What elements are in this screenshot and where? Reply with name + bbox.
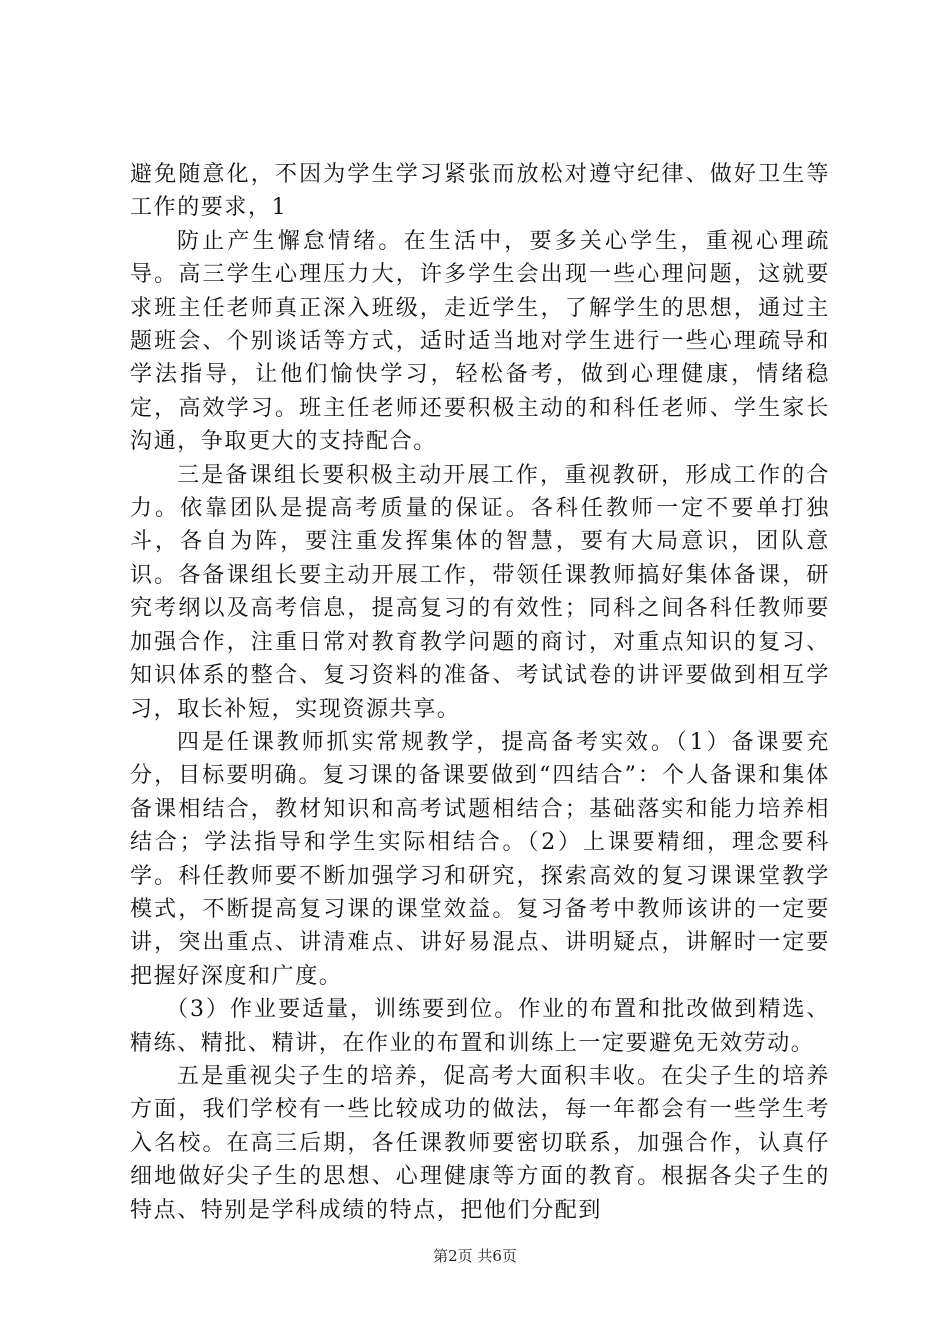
paragraph-4: 四是任课教师抓实常规教学，提高备考实效。（1）备课要充分，目标要明确。复习课的备课要做到“四结合”：个人备课和集体备课相结合，教材知识和高考试题相结合；基础落实和能力培养相结合；学法指导和学生实际相结合。（2）上课要精细，理念要科学。科任教师要不断加强学习和研究，探索高效的复习课课堂教学模式，不断提高复习课的课堂效益。复习备考中教师该讲的一定要讲，突出重点、讲清难点、讲好易混点、讲明疑点，讲解时一定要把握好深度和广度。 <box>130 729 830 989</box>
page-number-footer: 第2页 共6页 <box>433 1247 517 1265</box>
paragraph-2: 防止产生懈怠情绪。在生活中，要多关心学生，重视心理疏导。高三学生心理压力大，许多学生会出现一些心理问题，这就要求班主任老师真正深入班级，走近学生，了解学生的思想，通过主题班会、个别谈话等方式，适时适当地对学生进行一些心理疏导和学法指导，让他们愉快学习，轻松备考，做到心理健康，情绪稳定，高效学习。班主任老师还要积极主动的和科任老师、学生家长沟通，争取更大的支持配合。 <box>130 228 830 455</box>
paragraph-6: 五是重视尖子生的培养，促高考大面积丰收。在尖子生的培养方面，我们学校有一些比较成功的做法，每一年都会有一些学生考入名校。在高三后期，各任课教师要密切联系，加强合作，认真仔细地做好尖子生的思想、心理健康等方面的教育。根据各尖子生的特点、特别是学科成绩的特点，把他们分配到 <box>130 1063 830 1223</box>
paragraph-3: 三是备课组长要积极主动开展工作，重视教研，形成工作的合力。依靠团队是提高考质量的保证。各科任教师一定不要单打独斗，各自为阵，要注重发挥集体的智慧，要有大局意识，团队意识。各备课组长要主动开展工作，带领任课教师搞好集体备课，研究考纲以及高考信息，提高复习的有效性；同科之间各科任教师要加强合作，注重日常对教育教学问题的商讨，对重点知识的复习、知识体系的整合、复习资料的准备、考试试卷的讲评要做到相互学习，取长补短，实现资源共享。 <box>130 462 830 722</box>
paragraph-1: 避免随意化，不因为学生学习紧张而放松对遵守纪律、做好卫生等工作的要求，1 <box>130 162 830 221</box>
document-body <box>130 158 830 1227</box>
paragraph-5: （3）作业要适量，训练要到位。作业的布置和批改做到精选、精练、精批、精讲，在作业的布置和训练上一定要避免无效劳动。 <box>130 997 830 1056</box>
